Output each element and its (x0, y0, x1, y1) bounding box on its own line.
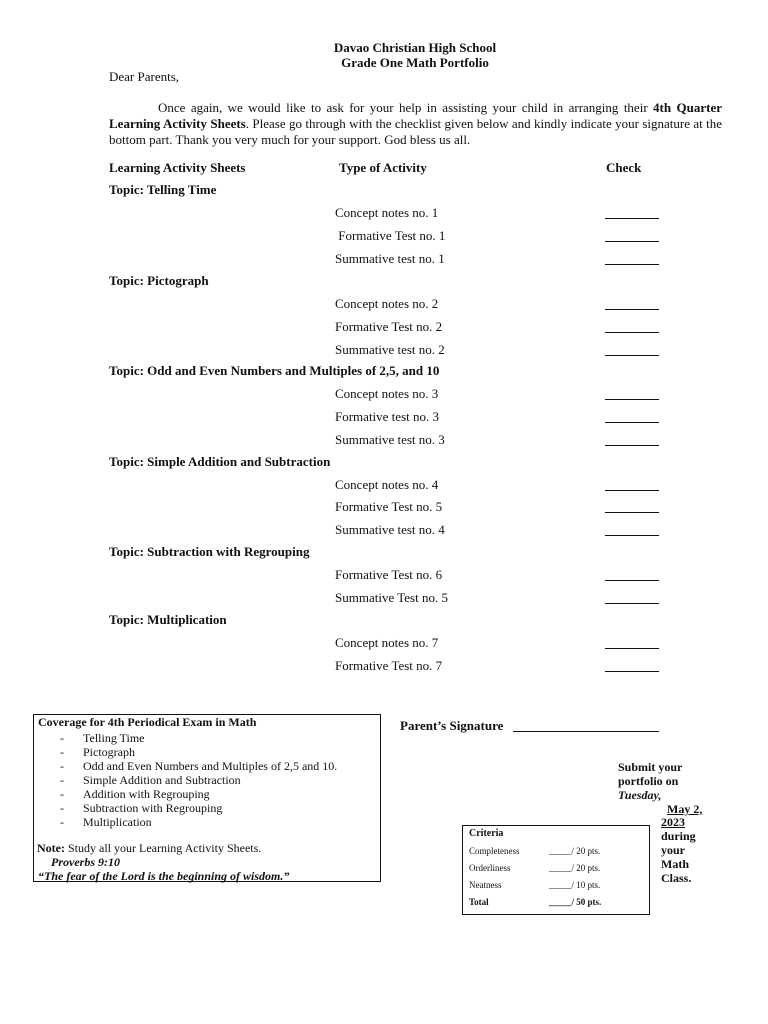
intro-text-start: Once again, we would like to ask for your help in assisting your child in arranging their (158, 100, 654, 115)
activity-item: Summative Test no. 5 (335, 590, 448, 605)
intro-text-bold: 4th Quarter Learning Activity Sheets (109, 100, 722, 131)
activity-item: Concept notes no. 1 (335, 205, 439, 220)
criteria-points: _____/ 20 pts. (549, 846, 601, 856)
verse-reference: Proverbs 9:10 (51, 855, 120, 869)
activity-item: Concept notes no. 3 (335, 386, 439, 401)
check-line[interactable] (605, 535, 659, 536)
check-line[interactable] (605, 648, 659, 649)
check-line[interactable] (605, 490, 659, 491)
submit-line-1: Submit your (618, 760, 683, 774)
topic-heading: Topic: Odd and Even Numbers and Multiples of 2,5, and 10 (109, 363, 440, 378)
column-header-check: Check (606, 160, 642, 175)
activity-item: Concept notes no. 7 (335, 635, 439, 650)
column-header-type: Type of Activity (339, 160, 427, 175)
signature-line[interactable] (513, 731, 659, 732)
check-line[interactable] (605, 332, 659, 333)
criteria-name: Orderliness (469, 863, 511, 873)
verse-quote: “The fear of the Lord is the beginning of wisdom.” (38, 869, 290, 883)
note-label: Note: (37, 841, 65, 855)
criteria-total-points: _____/ 50 pts. (549, 897, 602, 907)
activity-item: Summative test no. 1 (335, 251, 445, 266)
criteria-name: Neatness (469, 880, 502, 890)
check-line[interactable] (605, 445, 659, 446)
activity-item: Concept notes no. 4 (335, 477, 439, 492)
check-line[interactable] (605, 218, 659, 219)
submit-day: Tuesday, (618, 788, 662, 802)
portfolio-title: Grade One Math Portfolio (341, 55, 489, 70)
check-line[interactable] (605, 422, 659, 423)
coverage-title: Coverage for 4th Periodical Exam in Math (38, 715, 257, 729)
topic-heading: Topic: Pictograph (109, 273, 209, 288)
coverage-box (33, 714, 381, 882)
intro-text-end: . Please go through with the checklist given below and kindly indicate your signature at the bottom part. Thank you very much for your support. God bless us all. (109, 116, 722, 147)
activity-item: Formative test no. 3 (335, 409, 439, 424)
criteria-title: Criteria (469, 828, 504, 839)
submit-line-7: your (661, 843, 685, 857)
submit-date: May 2, (667, 802, 703, 816)
topic-heading: Topic: Telling Time (109, 182, 217, 197)
coverage-item: - Telling Time (60, 731, 360, 745)
criteria-box (462, 825, 650, 915)
greeting: Dear Parents, (109, 69, 180, 84)
check-line[interactable] (605, 512, 659, 513)
activity-item: Formative Test no. 5 (335, 499, 443, 514)
activity-item: Summative test no. 2 (335, 342, 445, 357)
criteria-name: Completeness (469, 846, 520, 856)
activity-item: Concept notes no. 2 (335, 296, 439, 311)
coverage-list (60, 731, 360, 829)
check-line[interactable] (605, 355, 659, 356)
check-line[interactable] (605, 241, 659, 242)
criteria-points: _____/ 20 pts. (549, 863, 601, 873)
coverage-item: - Multiplication (60, 815, 360, 829)
check-line[interactable] (605, 671, 659, 672)
activity-item: Summative test no. 3 (335, 432, 445, 447)
check-line[interactable] (605, 309, 659, 310)
column-header-sheets: Learning Activity Sheets (109, 160, 246, 175)
submit-line-2: portfolio on (618, 774, 679, 788)
submit-year: 2023 (661, 815, 685, 829)
coverage-note (37, 841, 261, 856)
check-line[interactable] (605, 399, 659, 400)
coverage-item: - Simple Addition and Subtraction (60, 773, 360, 787)
check-line[interactable] (605, 603, 659, 604)
submit-line-8: Math (661, 857, 689, 871)
coverage-item: - Subtraction with Regrouping (60, 801, 360, 815)
submit-line-9: Class. (661, 871, 692, 885)
school-name: Davao Christian High School (333, 40, 497, 55)
criteria-total-name: Total (469, 897, 489, 907)
activity-item: Formative Test no. 1 (335, 228, 446, 243)
check-line[interactable] (605, 580, 659, 581)
activity-item: Formative Test no. 6 (335, 567, 443, 582)
note-text: Study all your Learning Activity Sheets. (64, 841, 262, 855)
coverage-item: - Addition with Regrouping (60, 787, 360, 801)
coverage-item: - Odd and Even Numbers and Multiples of 2,5 and 10. (60, 759, 360, 773)
topic-heading: Topic: Simple Addition and Subtraction (109, 454, 331, 469)
coverage-item: - Pictograph (60, 745, 360, 759)
topic-heading: Topic: Subtraction with Regrouping (109, 544, 310, 559)
activity-item: Formative Test no. 7 (335, 658, 443, 673)
intro-paragraph (109, 100, 722, 148)
topic-heading: Topic: Multiplication (109, 612, 227, 627)
parent-signature-label: Parent’s Signature (400, 718, 504, 733)
check-line[interactable] (605, 264, 659, 265)
activity-item: Formative Test no. 2 (335, 319, 443, 334)
activity-item: Summative test no. 4 (335, 522, 445, 537)
submit-line-6: during (661, 829, 696, 843)
criteria-points: _____/ 10 pts. (549, 880, 601, 890)
